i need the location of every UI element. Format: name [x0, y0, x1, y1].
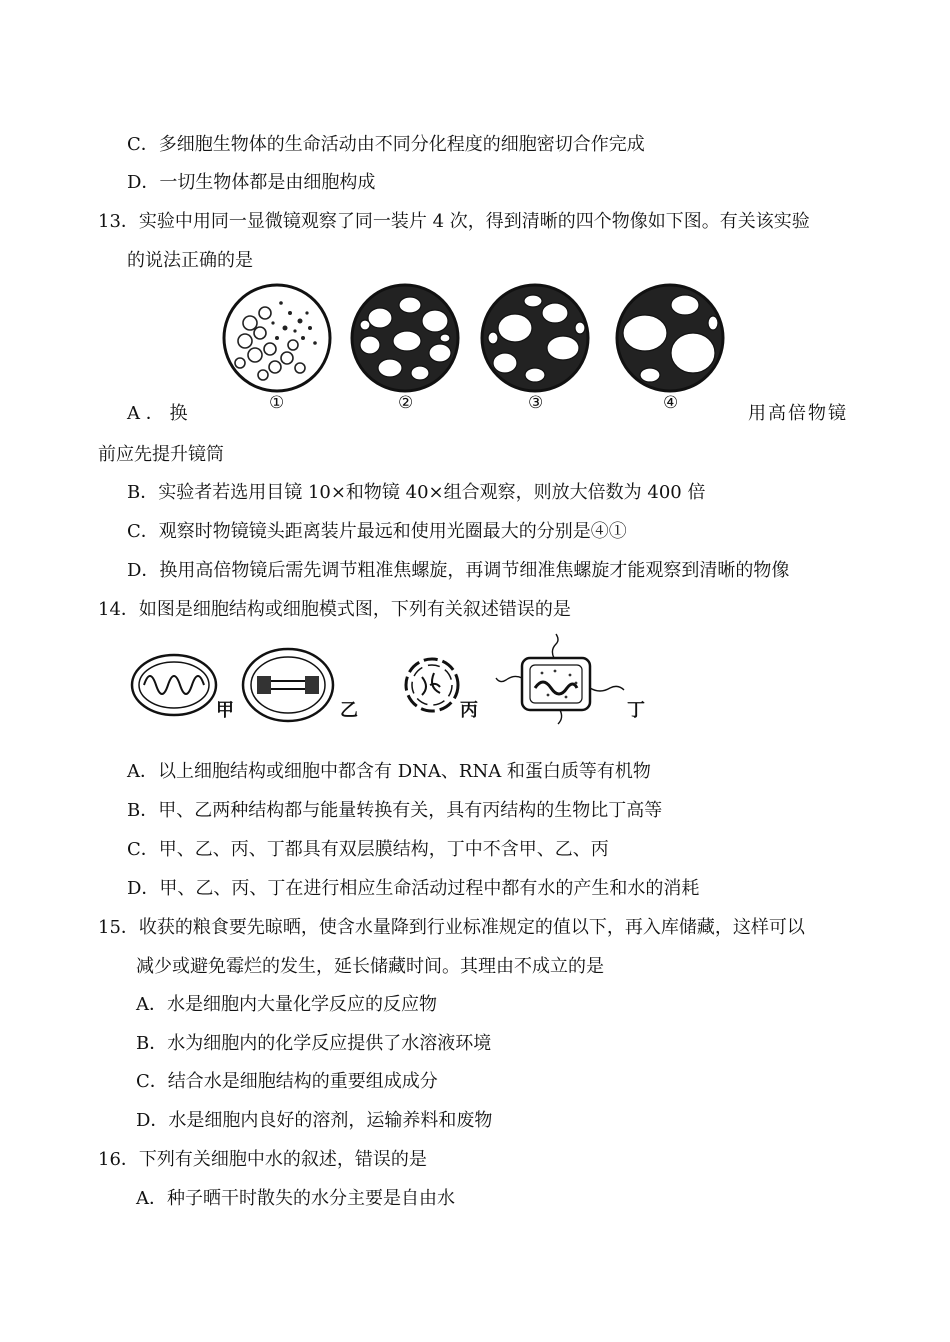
mitochondrion-drawing — [132, 655, 216, 715]
q14-cell-figure — [130, 633, 660, 728]
q12-option-d: D．一切生物体都是由细胞构成 — [127, 172, 376, 193]
chloroplast-drawing — [243, 649, 333, 721]
q13-option-c: C．观察时物镜镜头距离装片最远和使用光圈最大的分别是④① — [127, 521, 627, 542]
q13-figure-label-1: ① — [269, 393, 285, 413]
q14-label-bing: 丙 — [460, 700, 478, 721]
q14-label-yi: 乙 — [340, 700, 358, 721]
q16-stem: 16．下列有关细胞中水的叙述，错误的是 — [98, 1149, 427, 1170]
q15-option-c: C．结合水是细胞结构的重要组成成分 — [136, 1071, 438, 1092]
bacterium-drawing — [496, 634, 624, 724]
q14-label-ding: 丁 — [627, 700, 645, 721]
q13-option-d: D．换用高倍物镜后需先调节粗准焦螺旋，再调节细准焦螺旋才能观察到清晰的物像 — [127, 560, 790, 581]
q14-option-d: D．甲、乙、丙、丁在进行相应生命活动过程中都有水的产生和水的消耗 — [127, 878, 700, 899]
q15-option-d: D．水是细胞内良好的溶剂，运输养料和废物 — [136, 1110, 493, 1131]
q13-option-a-end: 用高倍物镜 — [748, 403, 848, 424]
q15-option-b: B．水为细胞内的化学反应提供了水溶液环境 — [136, 1033, 492, 1054]
q13-option-a-start: A ． 换 — [127, 403, 188, 424]
microscope-field-1 — [224, 285, 330, 391]
q13-figure-label-2: ② — [398, 393, 414, 413]
q13-option-a-cont: 前应先提升镜筒 — [98, 444, 224, 465]
q14-option-c: C．甲、乙、丙、丁都具有双层膜结构，丁中不含甲、乙、丙 — [127, 839, 609, 860]
q13-figure-label-4: ④ — [663, 393, 679, 413]
cell-structures-svg — [130, 633, 660, 728]
q14-option-a: A．以上细胞结构或细胞中都含有 DNA、RNA 和蛋白质等有机物 — [127, 761, 651, 782]
q13-stem-line1: 13．实验中用同一显微镜观察了同一装片 4 次，得到清晰的四个物像如下图。有关该实验 — [98, 211, 810, 232]
nucleus-drawing — [406, 659, 458, 711]
q15-stem-line1: 15．收获的粮食要先晾晒，使含水量降到行业标准规定的值以下，再入库储藏，这样可以 — [98, 917, 805, 938]
q16-option-a: A．种子晒干时散失的水分主要是自由水 — [136, 1188, 455, 1209]
q15-option-a: A．水是细胞内大量化学反应的反应物 — [136, 994, 437, 1015]
q13-option-b: B．实验者若选用目镜 10×和物镜 40×组合观察，则放大倍数为 400 倍 — [127, 482, 706, 503]
microscope-field-3 — [482, 285, 588, 391]
q14-stem: 14．如图是细胞结构或细胞模式图，下列有关叙述错误的是 — [98, 599, 571, 620]
microscope-field-2 — [352, 285, 458, 391]
q13-microscope-figure — [215, 283, 735, 413]
q15-stem-line2: 减少或避免霉烂的发生，延长储藏时间。其理由不成立的是 — [136, 956, 604, 977]
q14-label-jia: 甲 — [216, 700, 234, 721]
microscope-field-4 — [617, 285, 723, 391]
q14-option-b: B．甲、乙两种结构都与能量转换有关，具有丙结构的生物比丁高等 — [127, 800, 663, 821]
microscope-fields-svg — [215, 283, 735, 413]
q13-stem-line2: 的说法正确的是 — [127, 250, 253, 271]
q13-figure-label-3: ③ — [528, 393, 544, 413]
q12-option-c: C．多细胞生物体的生命活动由不同分化程度的细胞密切合作完成 — [127, 134, 645, 155]
